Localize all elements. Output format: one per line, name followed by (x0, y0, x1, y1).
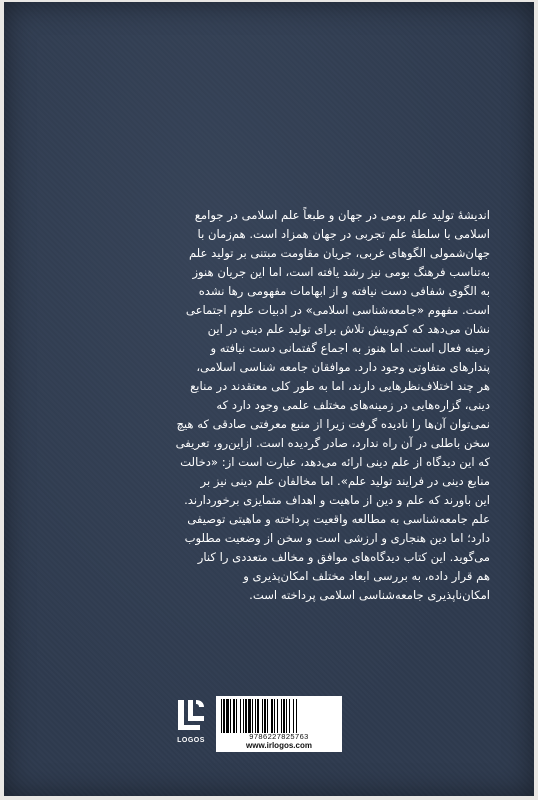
blurb-line: امکان‌ناپذیری جامعه‌شناسی اسلامی پرداخته است. (249, 588, 490, 602)
publisher-website: www.irlogos.com (246, 741, 312, 750)
back-cover-blurb (62, 206, 490, 605)
blurb-line: سخن باطلی در آن راه ندارد، صادر گردیده است. ازاین‌رو، تعریفی (175, 436, 490, 450)
blurb-line: اسلامی با سلطهٔ علم تجربی در جهان همزاد است. هم‌زمان با (197, 227, 490, 241)
blurb-line: زمینه فعال است. اما هنوز به اجماع گفتمانی دست نیافته و (210, 341, 490, 355)
blurb-line: که این دیدگاه از علم دینی ارائه می‌دهد، عبارت است از: «دخالت (180, 455, 490, 469)
blurb-line: علم جامعه‌شناسی به مطالعه واقعیت پرداخته و ماهیتی توصیفی (187, 512, 490, 526)
blurb-line: نشان می‌دهد که کم‌وبیش تلاش برای تولید علم دینی در این (207, 322, 490, 336)
book-back-cover (4, 2, 534, 796)
blurb-line: دینی، گزاره‌هایی در زمینه‌های مختلف علمی وجود دارد که (216, 398, 490, 412)
blurb-line: هم قرار داده، به بررسی ابعاد مختلف امکان‌پذیری و (243, 569, 490, 583)
barcode-bars (220, 699, 338, 733)
blurb-line: این باورند که علم و دین از ماهیت و اهداف متمایزی برخوردارند. (184, 493, 490, 507)
blurb-line: نمی‌توان آن‌ها را نادیده گرفت زیرا از منبع معرفتی صادقی که هیچ (176, 417, 490, 431)
blurb-line: دارد؛ اما دین هنجاری و ارزشی است و سخن از وضعیت مطلوب (184, 531, 490, 545)
blurb-line: هر چند اختلاف‌نظرهایی دارند، اما به طور کلی معتقدند در منابع (190, 379, 490, 393)
publisher-name: LOGOS (177, 737, 205, 744)
isbn-number: 9786227825763 (249, 732, 309, 741)
blurb-line: به الگوی شفافی دست نیافته و از ابهامات مفهومی رها نشده (198, 284, 490, 298)
blurb-line: می‌گوید. این کتاب دیدگاه‌های موافق و مخالف متعددی را کنار (197, 550, 490, 564)
publisher-mark (170, 694, 212, 748)
isbn-barcode (216, 696, 342, 752)
blurb-line: پندارهای متفاوتی وجود دارد. موافقان جامعه شناسی اسلامی، (196, 360, 490, 374)
blurb-line: اندیشهٔ تولید علم بومی در جهان و طبعاً علم اسلامی در جوامع (194, 208, 490, 222)
blurb-line: به‌تناسب فرهنگ بومی نیز رشد یافته است، اما این جریان هنوز (192, 265, 490, 279)
blurb-line: جهان‌شمولی الگوهای غربی، جریان مقاومت مبتنی بر تولید علم (188, 246, 490, 260)
blurb-line: منابع دینی در فرایند تولید علم». اما مخالفان علم دینی نیز بر (200, 474, 490, 488)
blurb-line: است. مفهوم «جامعه‌شناسی اسلامی» در ادبیات علوم اجتماعی (185, 303, 490, 317)
logos-publisher-logo-icon (170, 694, 212, 736)
